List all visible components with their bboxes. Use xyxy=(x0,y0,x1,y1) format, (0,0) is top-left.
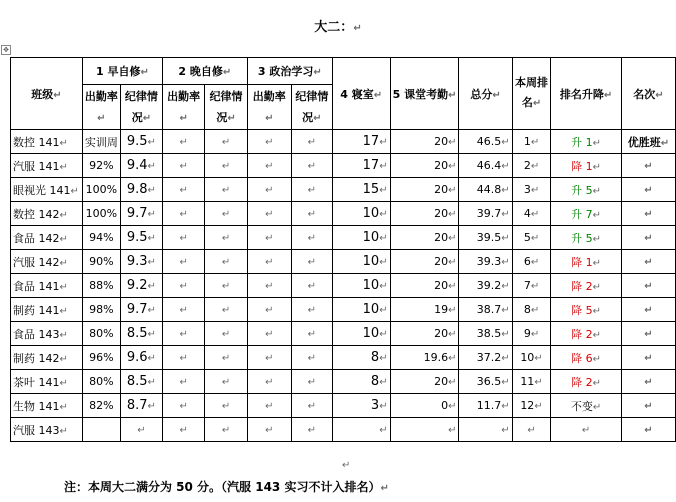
table-row xyxy=(11,346,676,370)
morning-attendance-cell: 98% xyxy=(82,298,120,322)
evening-discipline-cell: ↵ xyxy=(205,226,247,250)
rank-cell: 4↵ xyxy=(512,202,551,226)
header-dorm: 4 寝室↵ xyxy=(332,58,390,130)
dorm-score-cell: 17↵ xyxy=(332,130,390,154)
class-attendance-cell: 19↵ xyxy=(390,298,459,322)
footnote: 注：本周大二满分为 50 分。（汽服 143 实习不计入排名）↵ xyxy=(64,480,389,494)
evening-discipline-cell: ↵ xyxy=(205,346,247,370)
place-cell: ↵ xyxy=(621,346,675,370)
rank-cell: 8↵ xyxy=(512,298,551,322)
evening-discipline-cell: ↵ xyxy=(205,370,247,394)
header-politics-discipline: 纪律情况↵ xyxy=(291,85,332,130)
dorm-score-cell: 10↵ xyxy=(332,250,390,274)
class-name-cell: 数控 142↵ xyxy=(11,202,83,226)
morning-attendance-cell: 实训周 xyxy=(82,130,120,154)
dorm-score-cell: 15↵ xyxy=(332,178,390,202)
class-attendance-cell: 20↵ xyxy=(390,178,459,202)
evening-attendance-cell: ↵ xyxy=(162,394,204,418)
total-score-cell: 46.5↵ xyxy=(459,130,512,154)
header-group-politics: 3 政治学习↵ xyxy=(247,58,332,85)
total-score-cell: 39.2↵ xyxy=(459,274,512,298)
politics-attendance-cell: ↵ xyxy=(247,274,291,298)
class-attendance-cell: 20↵ xyxy=(390,274,459,298)
morning-attendance-cell: 94% xyxy=(82,226,120,250)
class-name-cell: 茶叶 141↵ xyxy=(11,370,83,394)
morning-discipline-cell: 8.5↵ xyxy=(120,322,162,346)
evening-attendance-cell: ↵ xyxy=(162,178,204,202)
class-name-cell: 食品 143↵ xyxy=(11,322,83,346)
header-rank: 本周排名↵ xyxy=(512,58,551,130)
class-name-cell: 制药 141↵ xyxy=(11,298,83,322)
table-row xyxy=(11,298,676,322)
class-attendance-cell: ↵ xyxy=(390,418,459,442)
evening-discipline-cell: ↵ xyxy=(205,298,247,322)
rank-cell: 9↵ xyxy=(512,322,551,346)
evening-discipline-cell: ↵ xyxy=(205,202,247,226)
politics-attendance-cell: ↵ xyxy=(247,250,291,274)
morning-discipline-cell: 9.5↵ xyxy=(120,226,162,250)
morning-discipline-cell: 9.7↵ xyxy=(120,202,162,226)
politics-discipline-cell: ↵ xyxy=(291,154,332,178)
total-score-cell: 37.2↵ xyxy=(459,346,512,370)
evening-attendance-cell: ↵ xyxy=(162,346,204,370)
politics-attendance-cell: ↵ xyxy=(247,394,291,418)
class-name-cell: 眼视光 141↵ xyxy=(11,178,83,202)
header-place: 名次↵ xyxy=(621,58,675,130)
header-row-groups xyxy=(11,58,676,85)
morning-discipline-cell: 9.8↵ xyxy=(120,178,162,202)
class-name-cell: 制药 142↵ xyxy=(11,346,83,370)
politics-discipline-cell: ↵ xyxy=(291,298,332,322)
evening-discipline-cell: ↵ xyxy=(205,130,247,154)
class-attendance-cell: 20↵ xyxy=(390,154,459,178)
total-score-cell: 46.4↵ xyxy=(459,154,512,178)
morning-attendance-cell: 80% xyxy=(82,322,120,346)
header-evening-attendance: 出勤率↵ xyxy=(162,85,204,130)
politics-discipline-cell: ↵ xyxy=(291,202,332,226)
total-score-cell: 38.7↵ xyxy=(459,298,512,322)
politics-attendance-cell: ↵ xyxy=(247,370,291,394)
table-row xyxy=(11,418,676,442)
morning-discipline-cell: 8.5↵ xyxy=(120,370,162,394)
table-move-handle-icon[interactable]: ✥ xyxy=(1,45,11,55)
class-name-cell: 生物 141↵ xyxy=(11,394,83,418)
politics-attendance-cell: ↵ xyxy=(247,346,291,370)
class-attendance-cell: 20↵ xyxy=(390,202,459,226)
dorm-score-cell: 17↵ xyxy=(332,154,390,178)
dorm-score-cell: 10↵ xyxy=(332,202,390,226)
politics-attendance-cell: ↵ xyxy=(247,322,291,346)
table-row xyxy=(11,274,676,298)
politics-attendance-cell: ↵ xyxy=(247,178,291,202)
evening-attendance-cell: ↵ xyxy=(162,226,204,250)
politics-discipline-cell: ↵ xyxy=(291,322,332,346)
ranking-table xyxy=(10,57,676,442)
header-group-evening: 2 晚自修↵ xyxy=(162,58,247,85)
rank-change-cell: 升 7↵ xyxy=(551,202,621,226)
total-score-cell: 36.5↵ xyxy=(459,370,512,394)
politics-discipline-cell: ↵ xyxy=(291,346,332,370)
evening-discipline-cell: ↵ xyxy=(205,394,247,418)
dorm-score-cell: 10↵ xyxy=(332,274,390,298)
rank-change-cell: 降 6↵ xyxy=(551,346,621,370)
rank-change-cell: 降 2↵ xyxy=(551,274,621,298)
evening-attendance-cell: ↵ xyxy=(162,274,204,298)
evening-discipline-cell: ↵ xyxy=(205,322,247,346)
morning-attendance-cell: 96% xyxy=(82,346,120,370)
class-attendance-cell: 20↵ xyxy=(390,130,459,154)
evening-attendance-cell: ↵ xyxy=(162,418,204,442)
total-score-cell: 39.3↵ xyxy=(459,250,512,274)
header-total: 总分↵ xyxy=(459,58,512,130)
morning-attendance-cell: 80% xyxy=(82,370,120,394)
evening-discipline-cell: ↵ xyxy=(205,178,247,202)
header-class-attendance: 5 课堂考勤↵ xyxy=(390,58,459,130)
header-politics-attendance: 出勤率↵ xyxy=(247,85,291,130)
morning-attendance-cell: 90% xyxy=(82,250,120,274)
dorm-score-cell: 10↵ xyxy=(332,322,390,346)
politics-discipline-cell: ↵ xyxy=(291,274,332,298)
place-cell: 优胜班↵ xyxy=(621,130,675,154)
politics-discipline-cell: ↵ xyxy=(291,394,332,418)
dorm-score-cell: ↵ xyxy=(332,418,390,442)
class-name-cell: 食品 142↵ xyxy=(11,226,83,250)
place-cell: ↵ xyxy=(621,178,675,202)
header-morning-attendance: 出勤率↵ xyxy=(82,85,120,130)
rank-cell: ↵ xyxy=(512,418,551,442)
rank-change-cell: 降 2↵ xyxy=(551,370,621,394)
evening-attendance-cell: ↵ xyxy=(162,322,204,346)
evening-discipline-cell: ↵ xyxy=(205,418,247,442)
politics-discipline-cell: ↵ xyxy=(291,226,332,250)
politics-discipline-cell: ↵ xyxy=(291,130,332,154)
place-cell: ↵ xyxy=(621,298,675,322)
dorm-score-cell: 10↵ xyxy=(332,298,390,322)
table-row xyxy=(11,178,676,202)
morning-discipline-cell: 8.7↵ xyxy=(120,394,162,418)
place-cell: ↵ xyxy=(621,418,675,442)
rank-cell: 10↵ xyxy=(512,346,551,370)
dorm-score-cell: 8↵ xyxy=(332,370,390,394)
rank-change-cell: 降 2↵ xyxy=(551,322,621,346)
class-attendance-cell: 20↵ xyxy=(390,370,459,394)
morning-discipline-cell: 9.5↵ xyxy=(120,130,162,154)
evening-attendance-cell: ↵ xyxy=(162,298,204,322)
evening-discipline-cell: ↵ xyxy=(205,154,247,178)
politics-discipline-cell: ↵ xyxy=(291,418,332,442)
rank-cell: 5↵ xyxy=(512,226,551,250)
politics-attendance-cell: ↵ xyxy=(247,418,291,442)
place-cell: ↵ xyxy=(621,226,675,250)
rank-change-cell: 不变↵ xyxy=(551,394,621,418)
total-score-cell: 38.5↵ xyxy=(459,322,512,346)
morning-attendance-cell: 100% xyxy=(82,202,120,226)
morning-discipline-cell: 9.6↵ xyxy=(120,346,162,370)
place-cell: ↵ xyxy=(621,154,675,178)
rank-change-cell: 升 5↵ xyxy=(551,226,621,250)
rank-cell: 6↵ xyxy=(512,250,551,274)
dorm-score-cell: 8↵ xyxy=(332,346,390,370)
class-name-cell: 汽服 142↵ xyxy=(11,250,83,274)
morning-discipline-cell: 9.3↵ xyxy=(120,250,162,274)
politics-attendance-cell: ↵ xyxy=(247,226,291,250)
evening-attendance-cell: ↵ xyxy=(162,154,204,178)
morning-attendance-cell: 100% xyxy=(82,178,120,202)
morning-discipline-cell: ↵ xyxy=(120,418,162,442)
total-score-cell: 39.5↵ xyxy=(459,226,512,250)
table-row xyxy=(11,226,676,250)
evening-attendance-cell: ↵ xyxy=(162,250,204,274)
morning-attendance-cell: 88% xyxy=(82,274,120,298)
evening-attendance-cell: ↵ xyxy=(162,130,204,154)
evening-discipline-cell: ↵ xyxy=(205,274,247,298)
table-row xyxy=(11,370,676,394)
morning-attendance-cell: 92% xyxy=(82,154,120,178)
class-attendance-cell: 0↵ xyxy=(390,394,459,418)
rank-cell: 12↵ xyxy=(512,394,551,418)
rank-change-cell: 升 1↵ xyxy=(551,130,621,154)
rank-change-cell: 升 5↵ xyxy=(551,178,621,202)
rank-change-cell: 降 1↵ xyxy=(551,250,621,274)
politics-attendance-cell: ↵ xyxy=(247,298,291,322)
dorm-score-cell: 3↵ xyxy=(332,394,390,418)
page-title: 大二：↵ xyxy=(314,20,362,35)
class-name-cell: 汽服 141↵ xyxy=(11,154,83,178)
politics-discipline-cell: ↵ xyxy=(291,370,332,394)
table-row xyxy=(11,394,676,418)
table-row xyxy=(11,250,676,274)
politics-discipline-cell: ↵ xyxy=(291,178,332,202)
rank-change-cell: ↵ xyxy=(551,418,621,442)
evening-attendance-cell: ↵ xyxy=(162,370,204,394)
morning-discipline-cell: 9.4↵ xyxy=(120,154,162,178)
morning-attendance-cell: 82% xyxy=(82,394,120,418)
morning-discipline-cell: 9.7↵ xyxy=(120,298,162,322)
table-row xyxy=(11,130,676,154)
rank-change-cell: 降 5↵ xyxy=(551,298,621,322)
class-attendance-cell: 19.6↵ xyxy=(390,346,459,370)
class-name-cell: 食品 141↵ xyxy=(11,274,83,298)
rank-cell: 1↵ xyxy=(512,130,551,154)
header-group-morning: 1 早自修↵ xyxy=(82,58,162,85)
table-row xyxy=(11,202,676,226)
rank-cell: 3↵ xyxy=(512,178,551,202)
politics-attendance-cell: ↵ xyxy=(247,130,291,154)
rank-cell: 11↵ xyxy=(512,370,551,394)
place-cell: ↵ xyxy=(621,202,675,226)
total-score-cell: 44.8↵ xyxy=(459,178,512,202)
rank-cell: 7↵ xyxy=(512,274,551,298)
place-cell: ↵ xyxy=(621,250,675,274)
rank-cell: 2↵ xyxy=(512,154,551,178)
paragraph-mark-icon: ↵ xyxy=(342,460,351,471)
total-score-cell: ↵ xyxy=(459,418,512,442)
dorm-score-cell: 10↵ xyxy=(332,226,390,250)
class-name-cell: 汽服 143↵ xyxy=(11,418,83,442)
evening-attendance-cell: ↵ xyxy=(162,202,204,226)
total-score-cell: 39.7↵ xyxy=(459,202,512,226)
table-row xyxy=(11,322,676,346)
header-morning-discipline: 纪律情况↵ xyxy=(120,85,162,130)
evening-discipline-cell: ↵ xyxy=(205,250,247,274)
place-cell: ↵ xyxy=(621,394,675,418)
place-cell: ↵ xyxy=(621,370,675,394)
total-score-cell: 11.7↵ xyxy=(459,394,512,418)
header-evening-discipline: 纪律情况↵ xyxy=(205,85,247,130)
morning-discipline-cell: 9.2↵ xyxy=(120,274,162,298)
politics-attendance-cell: ↵ xyxy=(247,202,291,226)
morning-attendance-cell xyxy=(82,418,120,442)
place-cell: ↵ xyxy=(621,274,675,298)
politics-discipline-cell: ↵ xyxy=(291,250,332,274)
paragraph-mark-icon: ↵ xyxy=(353,23,362,34)
place-cell: ↵ xyxy=(621,322,675,346)
header-rank-change: 排名升降↵ xyxy=(551,58,621,130)
class-attendance-cell: 20↵ xyxy=(390,322,459,346)
class-name-cell: 数控 141↵ xyxy=(11,130,83,154)
table-row xyxy=(11,154,676,178)
header-class: 班级↵ xyxy=(11,58,83,130)
politics-attendance-cell: ↵ xyxy=(247,154,291,178)
class-attendance-cell: 20↵ xyxy=(390,250,459,274)
rank-change-cell: 降 1↵ xyxy=(551,154,621,178)
class-attendance-cell: 20↵ xyxy=(390,226,459,250)
